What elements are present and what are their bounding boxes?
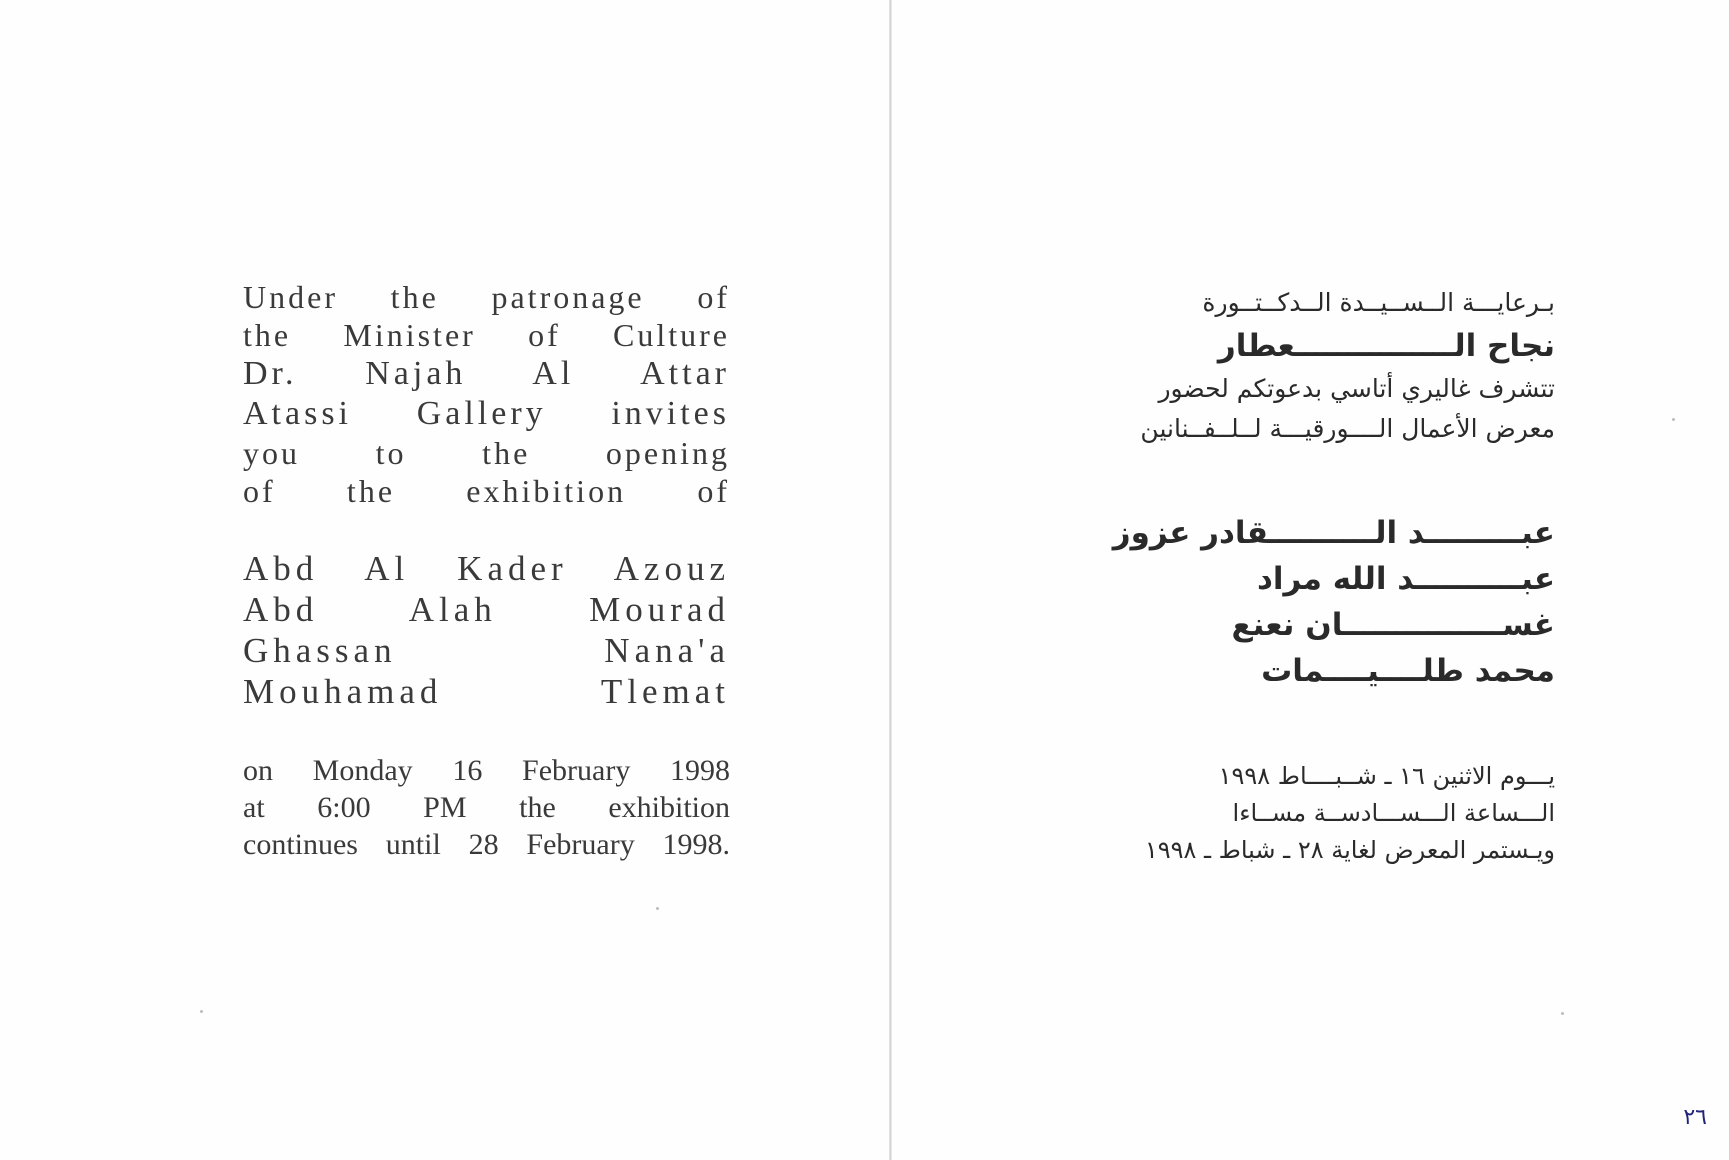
english-artist-list xyxy=(243,548,730,712)
english-date-details xyxy=(243,752,730,863)
arabic-artist-name: عبــــــــــد الله مراد xyxy=(1256,561,1555,597)
date-line: continues until 28 February 1998. xyxy=(243,828,730,861)
scan-speck xyxy=(1672,418,1675,421)
arabic-artist-name: غســـــــــــــــان نعنع xyxy=(1231,607,1555,643)
arabic-date-line: يـــوم الاثنين ١٦ ـ شــبــــاط ١٩٩٨ xyxy=(1218,762,1555,790)
arabic-date-line: ويـستمر المعرض لغاية ٢٨ ـ شباط ـ ١٩٩٨ xyxy=(1144,836,1555,864)
scan-speck xyxy=(656,907,659,910)
arabic-intro-line: بـرعايـــة الــســيــدة الــدكــتــورة xyxy=(1202,288,1555,317)
page-number: ٢٦ xyxy=(1683,1105,1707,1130)
scan-speck xyxy=(1561,1012,1564,1015)
artist-name: Ghassan Nana'a xyxy=(243,631,730,670)
date-line: at 6:00 PM the exhibition xyxy=(243,791,730,824)
artist-name: Abd Alah Mourad xyxy=(243,590,730,629)
artist-name: Mouhamad Tlemat xyxy=(243,672,730,711)
artist-name: Abd Al Kader Azouz xyxy=(243,549,730,588)
arabic-intro-line: تتشرف غاليري أتاسي بدعوتكم لحضور xyxy=(1158,374,1555,403)
english-intro-line: the Minister of Culture xyxy=(243,317,730,353)
arabic-intro-line: معرض الأعمال الــــورقيـــة لــلــفــنانين xyxy=(1140,414,1555,443)
arabic-artist-name: عبـــــــــد الــــــــــقادر عزوز xyxy=(1112,515,1555,551)
arabic-artist-name: محمد طلــــيــــمات xyxy=(1261,653,1555,689)
arabic-invitation-text xyxy=(1075,283,1555,449)
english-intro-line: Atassi Gallery invites xyxy=(243,395,730,432)
english-intro-line: Dr. Najah Al Attar xyxy=(243,355,730,392)
date-line: on Monday 16 February 1998 xyxy=(243,754,730,787)
arabic-date-details xyxy=(1075,758,1555,869)
english-intro-line: of the exhibition of xyxy=(243,473,730,509)
english-intro-line: Under the patronage of xyxy=(243,279,730,315)
card-fold-line xyxy=(889,0,892,1160)
arabic-intro-line: نجاح الـــــــــــــــعطار xyxy=(1217,328,1555,364)
scan-speck xyxy=(200,1010,203,1013)
english-intro-line: you to the opening xyxy=(243,435,730,471)
arabic-date-line: الـــساعة الـــســـادســة مســاءا xyxy=(1232,799,1555,827)
english-invitation-text xyxy=(243,278,730,510)
arabic-artist-list xyxy=(1075,510,1555,694)
